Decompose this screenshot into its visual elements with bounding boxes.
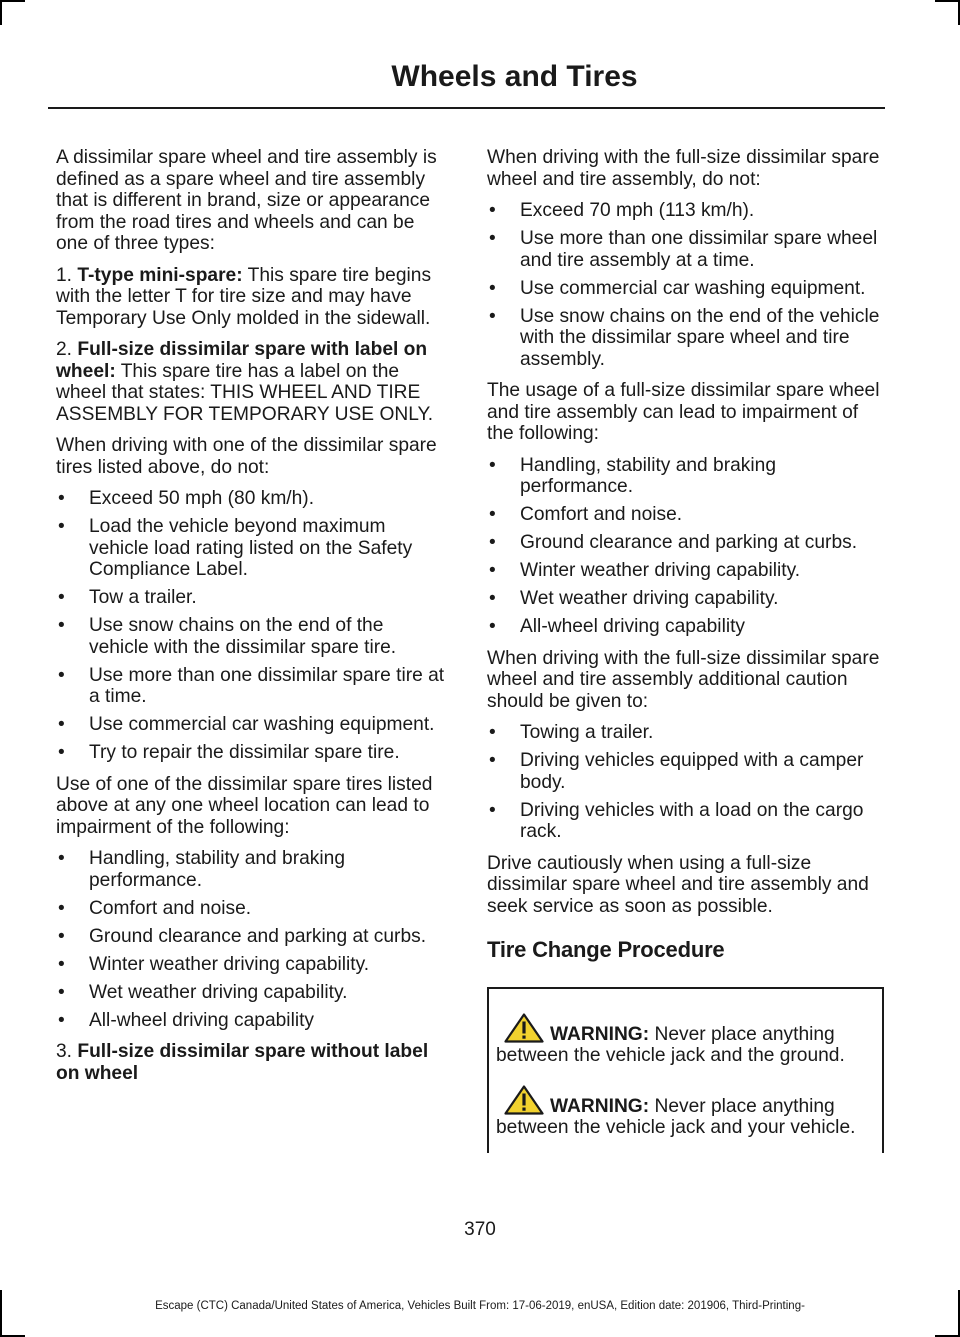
- list-item: • Winter weather driving capability.: [487, 560, 882, 582]
- list-item: • Wet weather driving capability.: [487, 588, 882, 610]
- header-rule: [48, 107, 885, 109]
- list-item: • Winter weather driving capability.: [56, 954, 448, 976]
- crop-mark: [0, 0, 25, 2]
- crop-mark: [0, 1290, 2, 1337]
- crop-mark: [935, 0, 960, 2]
- list-item: • Handling, stability and braking performance.: [56, 848, 448, 891]
- list-item: • Use more than one dissimilar spare tire at a time.: [56, 665, 448, 708]
- warning-1: WARNING: Never place anything between the vehicle jack and the ground.: [496, 1013, 874, 1067]
- type-1-paragraph: 1. T-type mini-spare: This spare tire begins with the letter T for tire size and may have Temporary Use Only molded in the sidewall.: [56, 264, 432, 329]
- list-item: • Driving vehicles equipped with a camper body.: [487, 750, 882, 793]
- list-item: • Ground clearance and parking at curbs.: [56, 926, 448, 948]
- full-size-impairment-list: [487, 455, 882, 638]
- full-size-do-not-list: [487, 200, 882, 370]
- list-item: • Driving vehicles with a load on the cargo rack.: [487, 800, 882, 843]
- do-not-intro: When driving with one of the dissimilar spare tires listed above, do not:: [56, 435, 437, 478]
- drive-cautiously-paragraph: Drive cautiously when using a full-size dissimilar spare wheel and tire assembly and seek service as soon as possible.: [487, 852, 869, 917]
- left-column: [56, 147, 448, 1094]
- list-item: • Towing a trailer.: [487, 722, 882, 744]
- caution-intro: When driving with the full-size dissimilar spare wheel and tire assembly additional caution should be given to:: [487, 647, 880, 712]
- section-heading: Tire Change Procedure: [487, 937, 725, 962]
- do-not-list: [56, 488, 448, 764]
- list-item: • Wet weather driving capability.: [56, 982, 448, 1004]
- list-item: • Use commercial car washing equipment.: [487, 278, 882, 300]
- list-item: • Comfort and noise.: [56, 898, 448, 920]
- type-3-label: Full-size dissimilar spare without label on wheel: [56, 1041, 429, 1084]
- warning-label: WARNING:: [550, 1023, 650, 1045]
- full-size-impairment-intro: The usage of a full-size dissimilar spare wheel and tire assembly can lead to impairment of the following:: [487, 380, 880, 444]
- list-item: • Use commercial car washing equipment.: [56, 714, 448, 736]
- list-item: • Comfort and noise.: [487, 504, 882, 526]
- list-item: • Use more than one dissimilar spare wheel and tire assembly at a time.: [487, 228, 882, 271]
- list-item: • Try to repair the dissimilar spare tire.: [56, 742, 448, 764]
- full-size-do-not-intro: When driving with the full-size dissimilar spare wheel and tire assembly, do not:: [487, 147, 880, 190]
- intro-paragraph: A dissimilar spare wheel and tire assembly is defined as a spare wheel and tire assembly that is different in brand, size or appearance from the road tires and wheels and can be one of three types:: [56, 147, 437, 254]
- crop-mark: [0, 0, 2, 25]
- list-item: • Use snow chains on the end of the vehicle with the dissimilar spare tire.: [56, 615, 448, 658]
- list-item: • Tow a trailer.: [56, 587, 448, 609]
- list-item: • Exceed 50 mph (80 km/h).: [56, 488, 448, 510]
- warning-triangle-icon: [504, 1085, 544, 1115]
- impairment-list: [56, 848, 448, 1031]
- footer-text: Escape (CTC) Canada/United States of America, Vehicles Built From: 17-06-2019, enUSA, Edition date: 201906, Third-Printing-: [155, 1300, 805, 1312]
- page-number: 370: [464, 1219, 496, 1240]
- list-item: • Exceed 70 mph (113 km/h).: [487, 200, 882, 222]
- right-column: [487, 147, 882, 1153]
- list-item: • All-wheel driving capability: [487, 616, 882, 638]
- list-item: • All-wheel driving capability: [56, 1010, 448, 1032]
- type-2-label: Full-size dissimilar spare with label on wheel:: [56, 339, 428, 382]
- type-1-label: T-type mini-spare:: [77, 264, 243, 286]
- warning-triangle-icon: [504, 1013, 544, 1043]
- page-title: Wheels and Tires: [391, 60, 638, 93]
- list-item: • Handling, stability and braking performance.: [487, 455, 882, 498]
- list-item: • Load the vehicle beyond maximum vehicle load rating listed on the Safety Compliance Label.: [56, 516, 448, 581]
- list-item: • Ground clearance and parking at curbs.: [487, 532, 882, 554]
- warning-2: WARNING: Never place anything between the vehicle jack and your vehicle.: [496, 1085, 874, 1139]
- warning-box: [487, 987, 884, 1153]
- warning-label: WARNING:: [550, 1095, 650, 1117]
- caution-list: [487, 722, 882, 843]
- impairment-intro: Use of one of the dissimilar spare tires listed above at any one wheel location can lead to impairment of the following:: [56, 773, 433, 838]
- type-2-paragraph: 2. Full-size dissimilar spare with label on wheel: This spare tire has a label on the wheel that states: THIS WHEEL AND TIRE ASSEMBLY FOR TEMPORARY USE ONLY.: [56, 339, 434, 425]
- list-item: • Use snow chains on the end of the vehicle with the dissimilar spare wheel and tire assembly.: [487, 306, 882, 371]
- type-3-paragraph: 3. Full-size dissimilar spare without label on wheel: [56, 1041, 429, 1084]
